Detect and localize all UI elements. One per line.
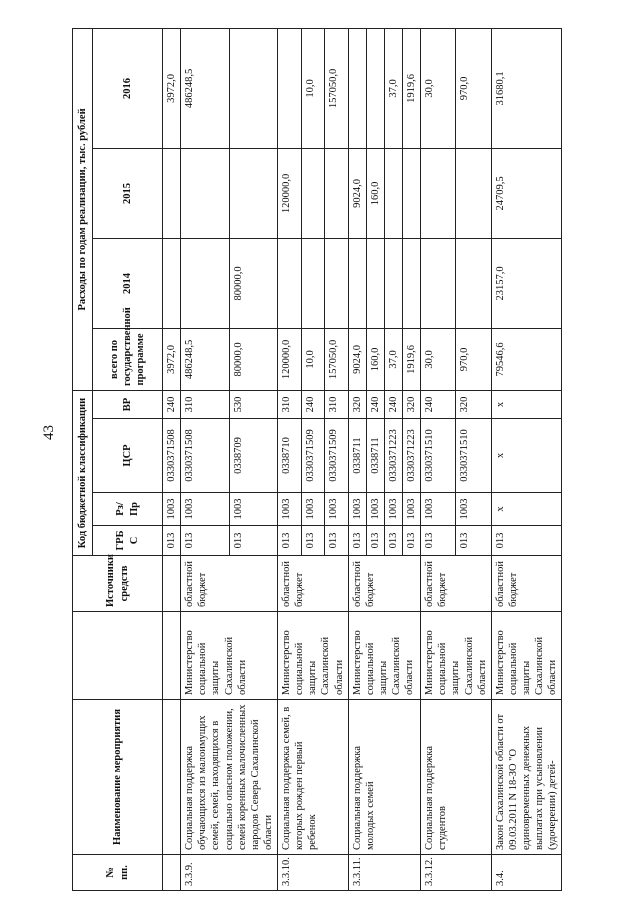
cell-rzpr: 1003: [301, 493, 325, 526]
cell-vr: 240: [301, 390, 325, 418]
table-row: [278, 28, 302, 890]
cell-executor: Министерство социальной защиты Сахалинской области: [278, 612, 349, 700]
cell-rzpr: 1003: [325, 493, 349, 526]
cell-2014: 80000,0: [229, 238, 277, 328]
header-executor: [73, 612, 163, 700]
cell-2015: 9024,0: [348, 148, 366, 238]
cell-vr: x: [491, 390, 562, 418]
cell-csr: 0330371509: [325, 419, 349, 493]
cell-csr: 0330371508: [181, 419, 229, 493]
cell-grbs: 013: [384, 526, 402, 556]
cell-executor: Министерство социальной защиты Сахалинской области: [491, 612, 562, 700]
cell-name: Социальная поддержка семей, в которых рожден первый ребенок: [278, 700, 349, 855]
header-2014: 2014: [93, 238, 163, 328]
cell-source: областной бюджет: [181, 556, 278, 612]
header-rzpr: Рз/ Пр: [93, 493, 163, 526]
cell-vr: 320: [348, 390, 366, 418]
table-row: [421, 28, 456, 890]
cell-2016: 37,0: [384, 28, 402, 148]
cell-grbs: 013: [229, 526, 277, 556]
cell-csr: 0338711: [348, 419, 366, 493]
table-row: [491, 28, 562, 890]
cell-csr: 0330371223: [403, 419, 421, 493]
cell-grbs: 013: [348, 526, 366, 556]
cell-rzpr: 1003: [229, 493, 277, 526]
cell-total: 3972,0: [163, 328, 181, 390]
cell-grbs: 013: [491, 526, 562, 556]
header-expenses: Расходы по годам реализации, тыс. рублей: [73, 28, 93, 390]
cell-rzpr: 1003: [403, 493, 421, 526]
budget-table-page: [72, 29, 558, 891]
header-grbs: ГРБ С: [93, 526, 163, 556]
cell-total: 37,0: [384, 328, 402, 390]
cell-num: 3.3.12.: [421, 855, 492, 891]
header-row-1: [73, 28, 93, 890]
cell-2016: 3972,0: [163, 28, 181, 148]
header-2015: 2015: [93, 148, 163, 238]
cell-csr: 0338711: [366, 419, 384, 493]
cell-total: 79546,6: [491, 328, 562, 390]
cell-rzpr: 1003: [181, 493, 229, 526]
cell-vr: 240: [163, 390, 181, 418]
cell-rzpr: 1003: [366, 493, 384, 526]
cell-name: Социальная поддержка обучающихся из малоимущих семей, семей, находящихся в социально опасном положении, семей коренных малочисленных народов Севера Сахалинской области: [181, 700, 278, 855]
cell-2016: 157050,0: [325, 28, 349, 148]
cell-2016: 31680,1: [491, 28, 562, 148]
cell-grbs: 013: [181, 526, 229, 556]
cell-vr: 530: [229, 390, 277, 418]
header-csr: ЦСР: [93, 419, 163, 493]
cell-executor: Министерство социальной защиты Сахалинской области: [348, 612, 421, 700]
cell-csr: 0330371510: [456, 419, 491, 493]
cell-num: 3.3.9.: [181, 855, 278, 891]
cell-total: 157050,0: [325, 328, 349, 390]
cell-source: областной бюджет: [278, 556, 349, 612]
cell-2015: 24709,5: [491, 148, 562, 238]
cell-grbs: 013: [456, 526, 491, 556]
cell-total: 120000,0: [278, 328, 302, 390]
cell-rzpr: 1003: [421, 493, 456, 526]
cell-total: 160,0: [366, 328, 384, 390]
header-num: № пп.: [73, 855, 163, 891]
cell-grbs: 013: [366, 526, 384, 556]
cell-vr: 320: [456, 390, 491, 418]
cell-source: областной бюджет: [348, 556, 421, 612]
cell-vr: 240: [384, 390, 402, 418]
cell-grbs: 013: [301, 526, 325, 556]
cell-total: 80000,0: [229, 328, 277, 390]
cell-num: 3.3.10.: [278, 855, 349, 891]
cell-grbs: 013: [325, 526, 349, 556]
cell-total: 486248,5: [181, 328, 229, 390]
cell-csr: 0330371508: [163, 419, 181, 493]
cell-executor: Министерство социальной защиты Сахалинской области: [421, 612, 492, 700]
cell-source: областной бюджет: [491, 556, 562, 612]
cell-csr: 0330371223: [384, 419, 402, 493]
cell-vr: 240: [366, 390, 384, 418]
header-total: всего по государственной программе: [93, 328, 163, 390]
cell-grbs: 013: [278, 526, 302, 556]
cell-rzpr: x: [491, 493, 562, 526]
budget-table: [72, 28, 562, 891]
cell-grbs: 013: [403, 526, 421, 556]
cell-vr: 310: [278, 390, 302, 418]
cell-rzpr: 1003: [163, 493, 181, 526]
cell-2016: 30,0: [421, 28, 456, 148]
cell-rzpr: 1003: [456, 493, 491, 526]
table-row: [181, 28, 229, 890]
cell-2014: 23157,0: [491, 238, 562, 328]
header-source: Источники средств: [73, 556, 163, 612]
header-2016: 2016: [93, 28, 163, 148]
cell-csr: 0338710: [278, 419, 302, 493]
page-number: 43: [41, 425, 57, 440]
cell-name: Социальная поддержка молодых семей: [348, 700, 421, 855]
header-name: Наименование мероприятия: [73, 700, 163, 855]
cell-rzpr: 1003: [278, 493, 302, 526]
cell-num: 3.4.: [491, 855, 562, 891]
cell-vr: 320: [403, 390, 421, 418]
header-budget-code: Код бюджетной классификации: [73, 390, 93, 555]
cell-2016: 486248,5: [181, 28, 229, 148]
cell-2016: 10,0: [301, 28, 325, 148]
cell-2016: 970,0: [456, 28, 491, 148]
cell-csr: x: [491, 419, 562, 493]
cell-total: 30,0: [421, 328, 456, 390]
cell-2015: 120000,0: [278, 148, 302, 238]
cell-source: областной бюджет: [421, 556, 492, 612]
header-vr: ВР: [93, 390, 163, 418]
cell-total: 10,0: [301, 328, 325, 390]
cell-vr: 310: [325, 390, 349, 418]
cell-name: Социальная поддержка студентов: [421, 700, 492, 855]
cell-grbs: 013: [163, 526, 181, 556]
cell-csr: 0330371510: [421, 419, 456, 493]
cell-rzpr: 1003: [348, 493, 366, 526]
cell-csr: 0330371509: [301, 419, 325, 493]
cell-rzpr: 1003: [384, 493, 402, 526]
table-row: [348, 28, 366, 890]
table-row: [163, 28, 181, 890]
cell-vr: 240: [421, 390, 456, 418]
cell-total: 1919,6: [403, 328, 421, 390]
cell-2015: 160,0: [366, 148, 384, 238]
cell-grbs: 013: [421, 526, 456, 556]
cell-executor: Министерство социальной защиты Сахалинской области: [181, 612, 278, 700]
cell-total: 970,0: [456, 328, 491, 390]
cell-name: Закон Сахалинской области от 09.03.2011 N 18-ЗО "О единовременных денежных выплатах при усыновлении (удочерении) детей-: [491, 700, 562, 855]
cell-vr: 310: [181, 390, 229, 418]
cell-num: 3.3.11.: [348, 855, 421, 891]
cell-2016: 1919,6: [403, 28, 421, 148]
cell-total: 9024,0: [348, 328, 366, 390]
cell-csr: 0338709: [229, 419, 277, 493]
